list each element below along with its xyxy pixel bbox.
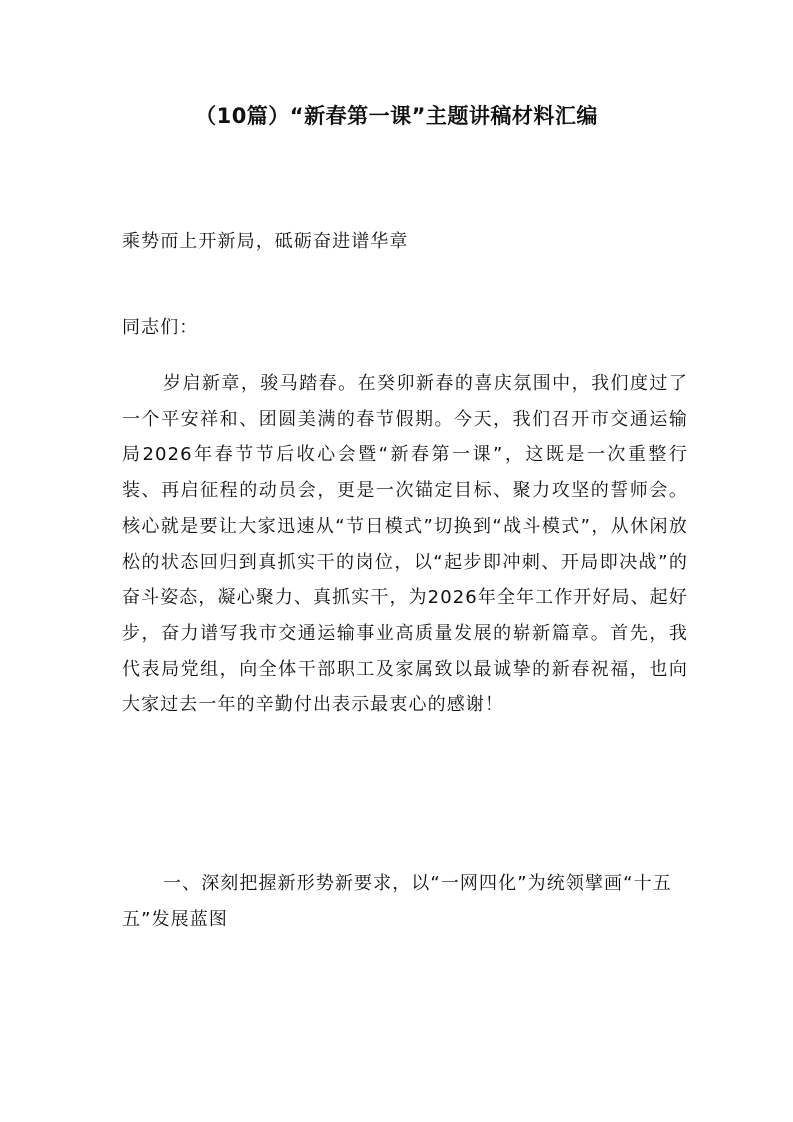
greeting: 同志们： — [122, 317, 199, 338]
document-title: （10篇）“新春第一课”主题讲稿材料汇编 — [195, 104, 598, 128]
body-paragraph: 岁启新章，骏马踏春。在癸卯新春的喜庆氛围中，我们度过了一个平安祥和、团圆美满的春节假期。今天，我们召开市交通运输局2026年春节节后收心会暨“新春第一课”，这既是一次重整行装、再启征程的动员会，更是一次锚定目标、聚力攻坚的誓师会。核心就是要让大家迅速从“节日模式”切换到“战斗模式”，从休闲放松的状态回归到真抓实干的岗位，以“起步即冲刺、开局即决战”的奋斗姿态，凝心聚力、真抓实干，为2026年全年工作开好局、起好步，奋力谱写我市交通运输事业高质量发展的崭新篇章。首先，我代表局党组，向全体干部职工及家属致以最诚挚的新春祝福，也向大家过去一年的辛勤付出表示最衷心的感谢！ — [122, 373, 688, 716]
section-heading: 一、深刻把握新形势新要求，以“一网四化”为统领擘画“十五五”发展蓝图 — [122, 873, 672, 930]
speech-subtitle: 乘势而上开新局，砥砺奋进谱华章 — [122, 231, 409, 252]
